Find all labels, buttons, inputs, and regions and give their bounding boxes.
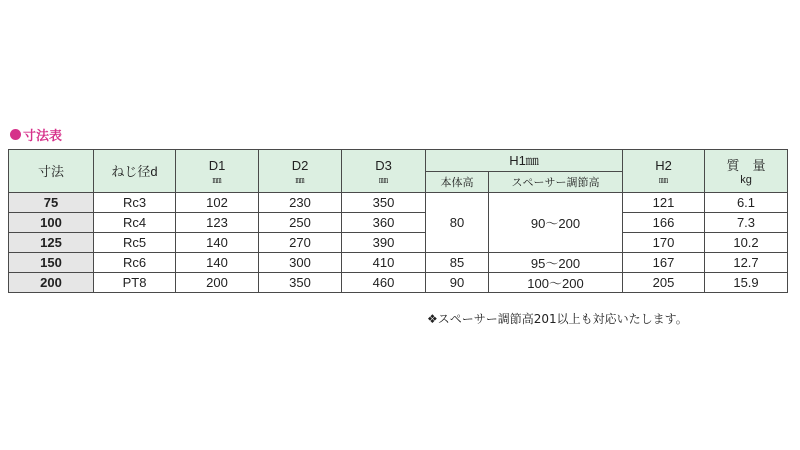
cell-h1-body: 80 xyxy=(426,193,489,253)
header-d2: D2 ㎜ xyxy=(259,150,342,193)
cell-h2: 170 xyxy=(623,233,705,253)
cell-size: 125 xyxy=(9,233,94,253)
cell-h1-spacer: 95～200 xyxy=(489,253,623,273)
cell-d3: 350 xyxy=(342,193,426,213)
cell-h2: 167 xyxy=(623,253,705,273)
cell-thread: Rc4 xyxy=(94,213,176,233)
unit-mm: ㎜ xyxy=(378,174,388,185)
table-row xyxy=(9,213,788,233)
cell-mass: 10.2 xyxy=(705,233,788,253)
header-d1: D1 ㎜ xyxy=(176,150,259,193)
unit-mm: ㎜ xyxy=(658,174,668,185)
header-mass: 質 量 kg xyxy=(705,150,788,193)
cell-d1: 123 xyxy=(176,213,259,233)
cell-d3: 460 xyxy=(342,273,426,293)
dimension-table xyxy=(8,149,788,293)
cell-size: 150 xyxy=(9,253,94,273)
cell-h1-body: 85 xyxy=(426,253,489,273)
cell-h1-spacer: 90～200 xyxy=(489,193,623,253)
cell-thread: PT8 xyxy=(94,273,176,293)
unit-mm: ㎜ xyxy=(212,174,222,185)
cell-size: 100 xyxy=(9,213,94,233)
cell-thread: Rc3 xyxy=(94,193,176,213)
cell-d2: 270 xyxy=(259,233,342,253)
header-thread: ねじ径d xyxy=(94,150,176,193)
cell-d3: 390 xyxy=(342,233,426,253)
table-row xyxy=(9,193,788,213)
cell-h2: 166 xyxy=(623,213,705,233)
cell-h2: 205 xyxy=(623,273,705,293)
section-title-text: 寸法表 xyxy=(23,128,63,144)
cell-h1-spacer: 100～200 xyxy=(489,273,623,293)
cell-d2: 250 xyxy=(259,213,342,233)
cell-size: 75 xyxy=(9,193,94,213)
cell-d2: 230 xyxy=(259,193,342,213)
cell-size: 200 xyxy=(9,273,94,293)
header-h1-spacer: スペーサー調節高 xyxy=(489,172,623,193)
cell-d3: 410 xyxy=(342,253,426,273)
cell-d1: 200 xyxy=(176,273,259,293)
cell-d2: 350 xyxy=(259,273,342,293)
section-title xyxy=(10,124,62,144)
bullet-icon xyxy=(10,129,21,140)
table-row xyxy=(9,233,788,253)
cell-mass: 12.7 xyxy=(705,253,788,273)
cell-d1: 140 xyxy=(176,233,259,253)
header-d3: D3 ㎜ xyxy=(342,150,426,193)
cell-d1: 140 xyxy=(176,253,259,273)
header-h1-body: 本体高 xyxy=(426,172,489,193)
cell-mass: 7.3 xyxy=(705,213,788,233)
cell-thread: Rc6 xyxy=(94,253,176,273)
cell-h2: 121 xyxy=(623,193,705,213)
cell-d3: 360 xyxy=(342,213,426,233)
cell-mass: 15.9 xyxy=(705,273,788,293)
cell-d1: 102 xyxy=(176,193,259,213)
cell-d2: 300 xyxy=(259,253,342,273)
unit-mm: ㎜ xyxy=(295,174,305,185)
header-h1: H1㎜ xyxy=(426,150,623,172)
table-row xyxy=(9,273,788,293)
cell-h1-body: 90 xyxy=(426,273,489,293)
cell-thread: Rc5 xyxy=(94,233,176,253)
table-row xyxy=(9,253,788,273)
unit-kg: kg xyxy=(740,173,752,186)
header-h2: H2 ㎜ xyxy=(623,150,705,193)
cell-mass: 6.1 xyxy=(705,193,788,213)
header-size: 寸法 xyxy=(9,150,94,193)
footnote: ❖スペーサー調節高201以上も対応いたします。 xyxy=(427,312,688,326)
